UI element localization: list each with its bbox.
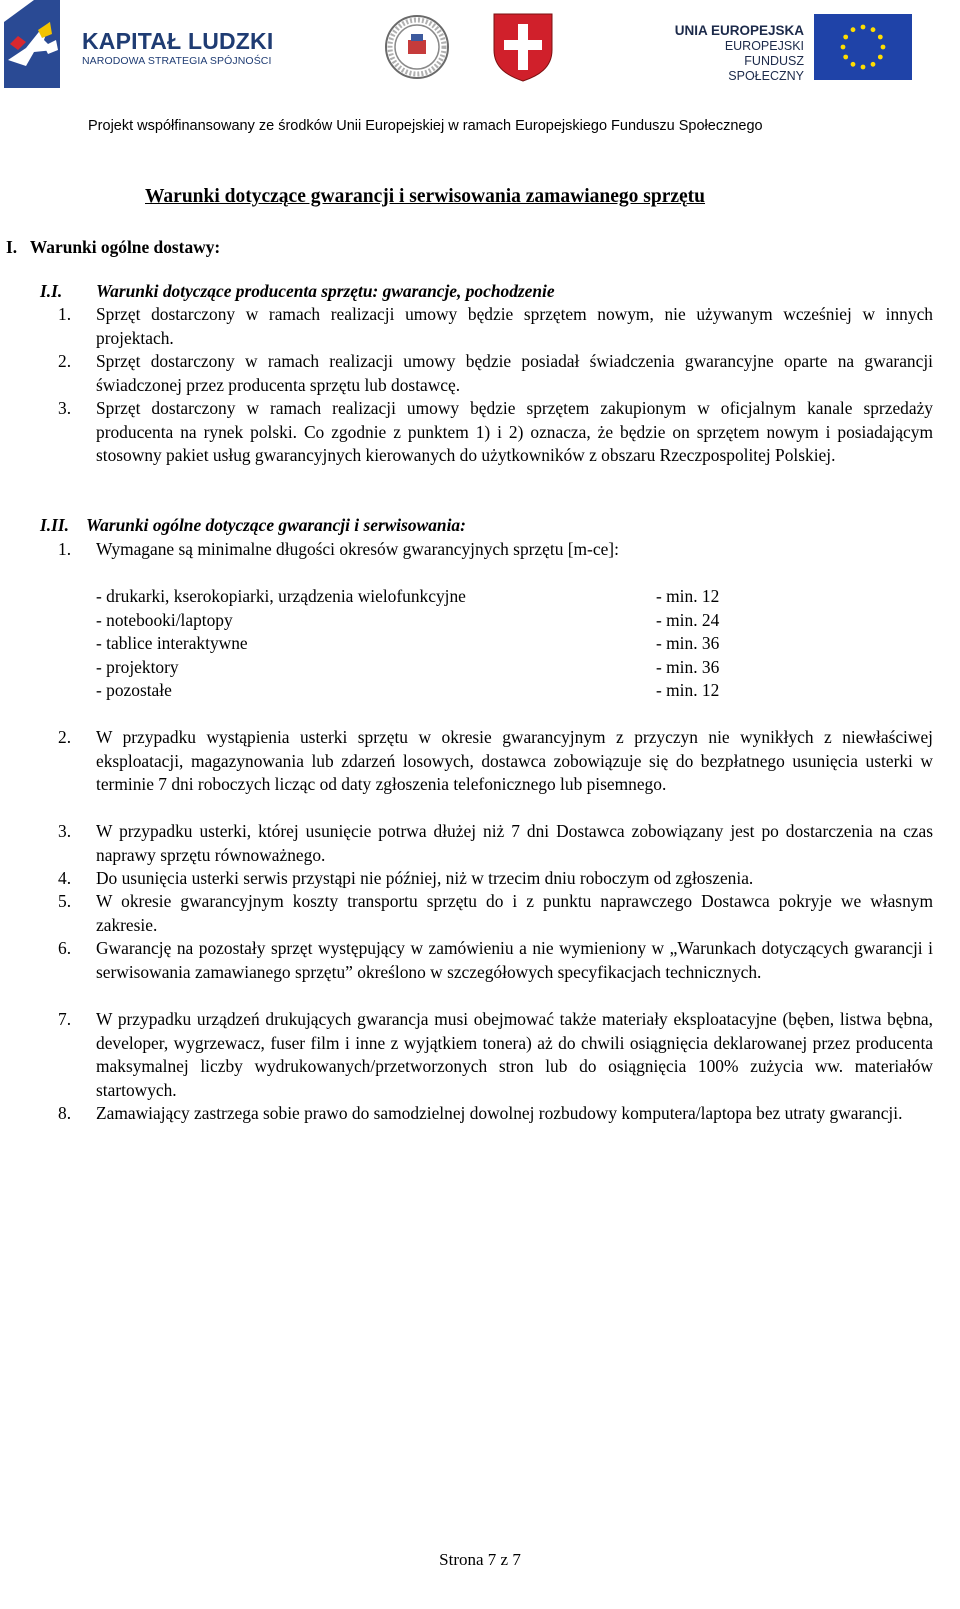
list-number: 6. bbox=[58, 938, 72, 958]
subsection-heading: Warunki dotyczące producenta sprzętu: gwarancje, pochodzenie bbox=[96, 281, 555, 301]
warranty-item-name: - notebooki/laptopy bbox=[96, 610, 233, 630]
warranty-item-min: - min. 12 bbox=[656, 586, 720, 606]
list-item-text: Sprzęt dostarczony w ramach realizacji umowy będzie sprzętem nowym, nie używanym wcześniej w innych projektach. bbox=[96, 304, 933, 348]
document-title: Warunki dotyczące gwarancji i serwisowania zamawianego sprzętu bbox=[145, 186, 706, 207]
kapital-ludzki-logo bbox=[4, 0, 80, 88]
list-number: 7. bbox=[58, 1009, 72, 1029]
page-header bbox=[0, 0, 960, 150]
list-number: 4. bbox=[58, 868, 72, 888]
kapital-ludzki-title: KAPITAŁ LUDZKI bbox=[82, 28, 274, 54]
list-item-text: W okresie gwarancyjnym koszty transportu sprzętu do i z punktu naprawczego Dostawca pokryje we własnym zakresie. bbox=[96, 891, 933, 935]
list-item-text: Gwarancję na pozostały sprzęt występujący w zamówieniu a nie wymieniony w „Warunkach dotyczących gwarancji i serwisowania zamawianego sprzętu” określono w szczegółowych specyfikacjach technicznych. bbox=[96, 938, 933, 982]
list-item-text: W przypadku urządzeń drukujących gwarancja musi obejmować także materiały eksploatacyjne (bęben, listwa bębna, developer, wygrzewacz, fuser film i inne z wyjątkiem tonera) aż do chwili osiągnięcia deklarowanej przez producenta maksymalnej liczby wydrukowanych/przetworzonych stron lub do osiągnięcia 100% zużycia ww. materiałów startowych. bbox=[96, 1009, 933, 1100]
list-number: 3. bbox=[58, 398, 72, 418]
warranty-item-min: - min. 36 bbox=[656, 633, 720, 653]
ue-line2: EUROPEJSKI bbox=[724, 39, 804, 53]
warranty-item-min: - min. 24 bbox=[656, 610, 720, 630]
list-number: 5. bbox=[58, 891, 72, 911]
warranty-item-name: - projektory bbox=[96, 657, 179, 677]
list-item-text: Zamawiający zastrzega sobie prawo do samodzielnej dowolnej rozbudowy komputera/laptopa bez utraty gwarancji. bbox=[96, 1103, 903, 1123]
list-number: 2. bbox=[58, 351, 72, 371]
list-number: 2. bbox=[58, 727, 72, 747]
coat-of-arms-icon bbox=[492, 12, 554, 82]
warranty-item-min: - min. 36 bbox=[656, 657, 720, 677]
warranty-item-name: - tablice interaktywne bbox=[96, 633, 248, 653]
project-funding-line: Projekt współfinansowany ze środków Unii Europejskiej w ramach Europejskiego Funduszu Społecznego bbox=[88, 118, 763, 134]
warranty-item-min: - min. 12 bbox=[656, 680, 720, 700]
eu-flag-icon bbox=[814, 14, 912, 80]
kapital-ludzki-subtitle: NARODOWA STRATEGIA SPÓJNOŚCI bbox=[82, 55, 272, 67]
subsection-number: I.I. bbox=[40, 281, 63, 301]
list-item-text: Sprzęt dostarczony w ramach realizacji umowy będzie sprzętem zakupionym w oficjalnym kanale sprzedaży producenta na rynek polski. Co zgodnie z punktem 1) i 2) oznacza, że będzie on sprzętem nowym i posiadającym stosowny pakiet usług gwarancyjnych kierowanych do użytkowników z obszaru Rzeczpospolitej Polskiej. bbox=[96, 398, 933, 465]
list-item-text: Wymagane są minimalne długości okresów gwarancyjnych sprzętu [m-ce]: bbox=[96, 539, 619, 559]
subsection-heading: Warunki ogólne dotyczące gwarancji i serwisowania: bbox=[86, 515, 466, 535]
list-number: 1. bbox=[58, 539, 72, 559]
list-item-text: Sprzęt dostarczony w ramach realizacji umowy będzie posiadał świadczenia gwarancyjne oparte na gwarancji świadczonej przez producenta sprzętu lub dostawcę. bbox=[96, 351, 933, 395]
section-heading: I. Warunki ogólne dostawy: bbox=[6, 237, 221, 257]
warranty-item-name: - pozostałe bbox=[96, 680, 172, 700]
list-item-text: W przypadku wystąpienia usterki sprzętu w okresie gwarancyjnym z przyczyn nie wynikłych z niewłaściwej eksploatacji, magazynowania lub zdarzeń losowych, dostawca zobowiązuje się do bezpłatnego usunięcia usterki w terminie 7 dni roboczych licząc od daty zgłoszenia telefonicznego lub pisemnego. bbox=[96, 727, 933, 794]
subsection-number: I.II. bbox=[40, 515, 69, 535]
school-seal-icon bbox=[384, 14, 450, 80]
list-number: 3. bbox=[58, 821, 72, 841]
ue-text-block bbox=[668, 22, 804, 84]
list-number: 8. bbox=[58, 1103, 72, 1123]
list-number: 1. bbox=[58, 304, 72, 324]
list-item-text: W przypadku usterki, której usunięcie potrwa dłużej niż 7 dni Dostawca zobowiązany jest po dostarczenia na czas naprawy sprzętu równoważnego. bbox=[96, 821, 933, 865]
list-item-text: Do usunięcia usterki serwis przystąpi nie później, niż w trzecim dniu roboczym od zgłoszenia. bbox=[96, 868, 754, 888]
warranty-item-name: - drukarki, kserokopiarki, urządzenia wielofunkcyjne bbox=[96, 586, 466, 606]
ue-line3: FUNDUSZ SPOŁECZNY bbox=[728, 54, 804, 83]
ue-line1: UNIA EUROPEJSKA bbox=[674, 23, 804, 38]
page-number: Strona 7 z 7 bbox=[439, 1550, 521, 1569]
